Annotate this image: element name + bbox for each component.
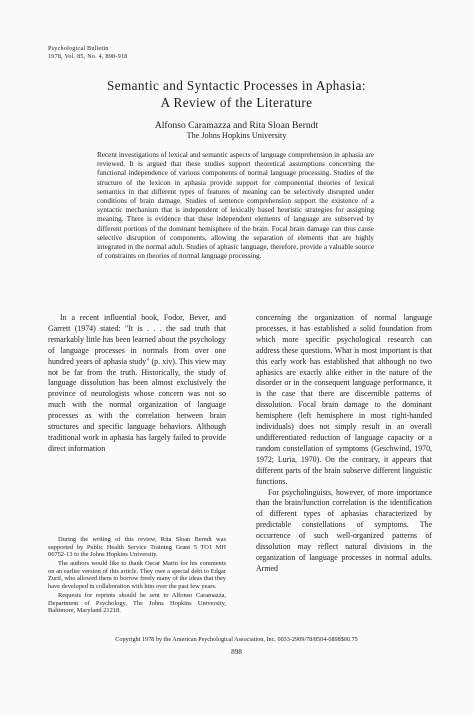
body-paragraph: In a recent influential book, Fodor, Bever, and Garrett (1974) stated: "It is . . . the sad truth that remarkably little has been learned about the psychology of language processes in normals from over one hundred years of aphasia study" (p. xiv). This view may not be far from the truth. Historically, the study of language dissolution has been almost exclusively the province of neurologists whose concern was not so much with the normal organization of language processes as with the correlation between brain structures and specific language behaviors. Although traditional work in aphasia has largely failed to provide direct information — [48, 313, 226, 453]
journal-volume: 1978, Vol. 85, No. 4, 898-918 — [48, 52, 128, 60]
footnote: Requests for reprints should be sent to Alfonso Caramazza, Department of Psychology, The Johns Hopkins University, Baltimore, Maryland 21218. — [48, 592, 226, 615]
body-column-right — [256, 313, 432, 575]
body-paragraph: concerning the organization of normal language processes, it has established a solid foundation from which more specific psychological research can address these questions. What is most important is that this early work has established that although no two aphasics are exactly alike either in the nature of the disorder or in the consequent language performance, it is the case that there are discernible patterns of dissolution. Focal brain damage to the dominant hemisphere (left hemisphere in most right-handed individuals) does not simply result in an overall undifferentiated reduction of language capacity or a random constellation of symptoms (Geschwind, 1970, 1972; Luria, 1970). On the contrary, it appears that different parts of the brain subserve different linguistic functions. — [256, 313, 432, 486]
journal-header — [48, 45, 127, 60]
footnote: During the writing of this review, Rita Sloan Berndt was supported by Public Health Service Training Grant 5 TO1 MH 06752-13 to the Johns Hopkins University. — [48, 536, 226, 559]
body-paragraph: For psycholinguists, however, of more importance than the brain/function correlation is the identification of different types of aphasias characterized by predictable constellations of symptoms. The occurrence of such well-organized patterns of dissolution may reflect natural divisions in the organization of language processes in normal adults. Armed — [256, 487, 432, 573]
journal-name: Psychological Bulletin — [48, 45, 109, 52]
copyright-line: Copyright 1978 by the American Psychological Association, Inc. 0033-2909/78/8504-0898$00.75 — [115, 636, 358, 643]
authors: Alfonso Caramazza and Rita Sloan Berndt — [154, 120, 319, 131]
article-title — [0, 78, 473, 111]
footnote: The authors would like to thank Oscar Marin for his comments on an earlier version of this article. They owe a special debt to Edgar Zurif, who allowed them to borrow freely many of the ideas that they have developed in collaboration with him over the past few years. — [48, 560, 226, 591]
page-number: 898 — [231, 648, 242, 656]
title-line-1: Semantic and Syntactic Processes in Aphasia: — [107, 78, 366, 93]
body-column-left — [48, 313, 226, 455]
title-line-2: A Review of the Literature — [160, 94, 313, 110]
abstract: Recent investigations of lexical and semantic aspects of language comprehension in aphasia are reviewed. It is argued that these studies support theoretical assumptions concerning the functional independence of various components of normal language processing. Studies of the structure of the lexicon in aphasia provide support for componential theories of lexical semantics in that different types of features of meaning can be selectively disrupted under conditions of brain damage. Studies of sentence comprehension support the existence of a syntactic mechanism that is independent of lexically based heuristic strategies for assigning meaning. There is evidence that these independent elements of language are subserved by different portions of the dominant hemisphere of the brain. Focal brain damage can thus cause selective disruption of components, allowing the separation of elements that are highly integrated in the normal adult. Studies of aphasic language, therefore, provide a valuable source of constraints on theories of normal language processing. — [97, 151, 374, 261]
footnotes — [48, 536, 226, 616]
affiliation: The Johns Hopkins University — [186, 131, 287, 140]
